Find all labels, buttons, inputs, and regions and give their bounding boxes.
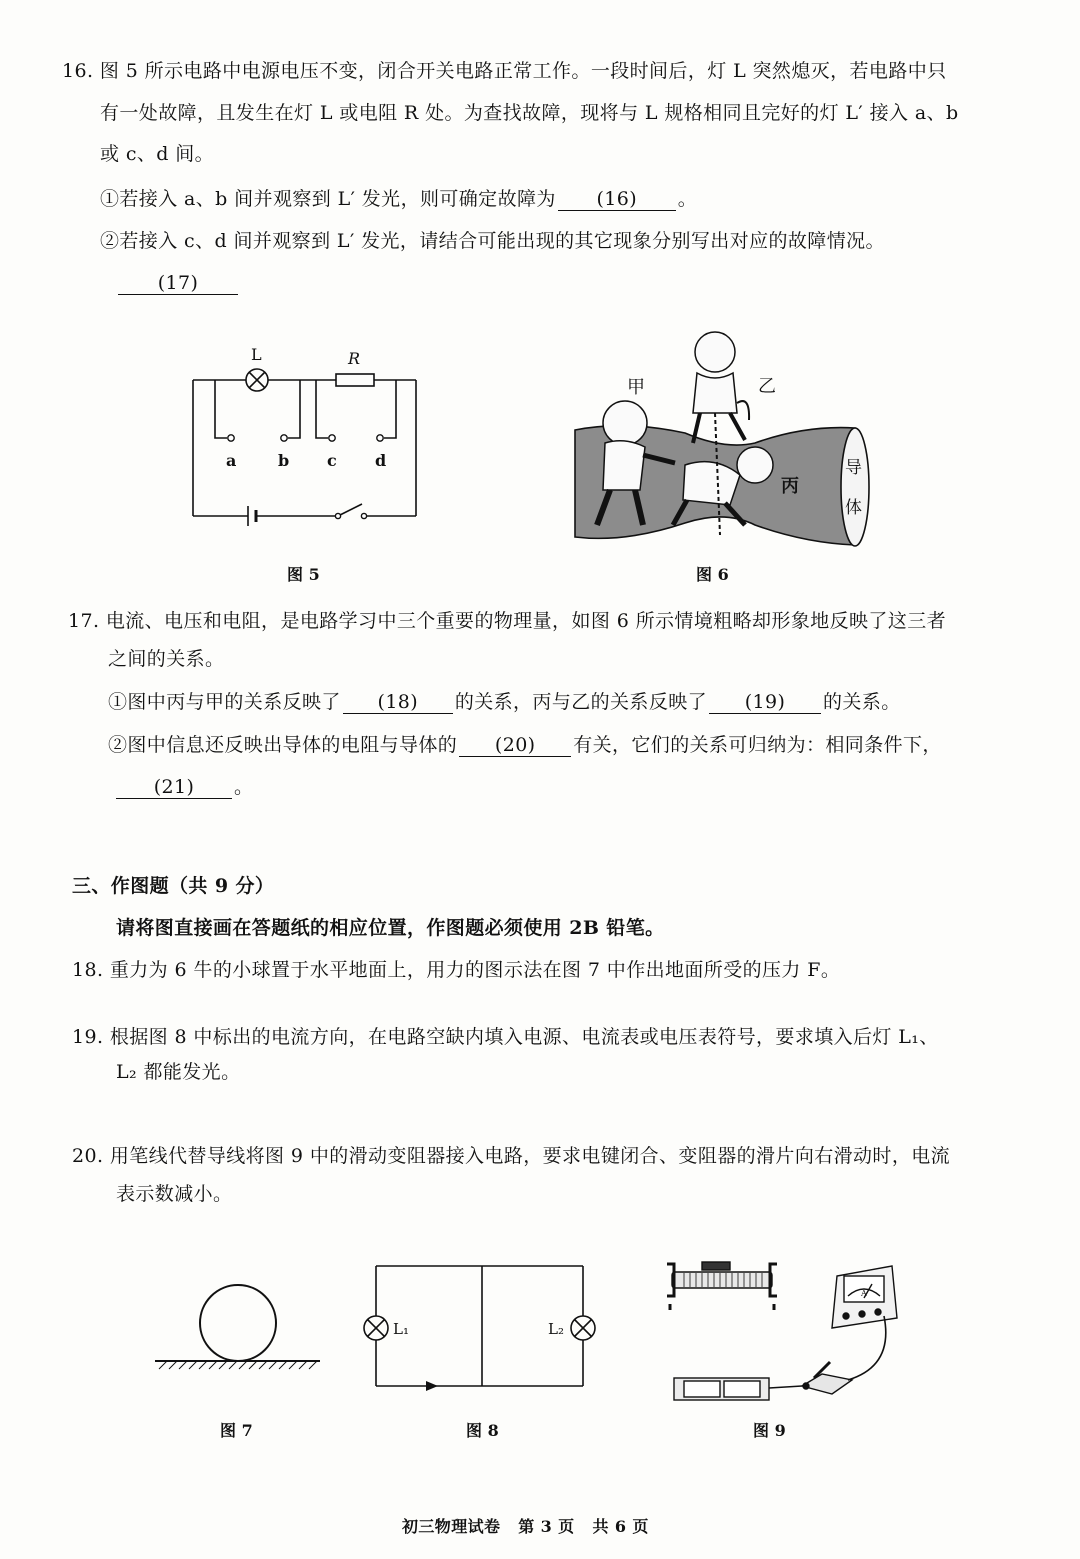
- q17-part-1-a: ①图中丙与甲的关系反映了: [108, 691, 341, 713]
- terminal-b: b: [278, 451, 290, 470]
- blank-17: (17): [118, 272, 238, 295]
- q16-part-2: ②若接入 c、d 间并观察到 L′ 发光，请结合可能出现的其它现象分别写出对应的故障情况。: [100, 230, 885, 252]
- q18-text: 18. 重力为 6 牛的小球置于水平地面上，用力的图示法在图 7 中作出地面所受的压力 F。: [72, 959, 841, 981]
- q17-part-2-b: 有关，它们的关系可归纳为：相同条件下，: [573, 734, 942, 756]
- q17-part-1-b: 的关系，丙与乙的关系反映了: [454, 691, 708, 713]
- q17-line-2: 之间的关系。: [108, 648, 225, 670]
- terminal-c: c: [327, 451, 337, 470]
- q16-blank-17-line: [116, 270, 240, 296]
- figure-7-ball: [155, 1283, 325, 1383]
- ball-shape: [200, 1285, 276, 1361]
- q17-line-1: 17. 电流、电压和电阻，是电路学习中三个重要的物理量，如图 6 所示情境粗略却形象地反映了这三者: [68, 610, 947, 632]
- terminal-a: a: [226, 451, 237, 470]
- current-arrow-icon: [426, 1381, 438, 1391]
- figure-6-caption: 图 6: [696, 565, 729, 584]
- figure-8-caption: 图 8: [466, 1421, 499, 1440]
- q16-line-2: 有一处故障，且发生在灯 L 或电阻 R 处。为查找故障，现将与 L 规格相同且完好的灯 L′ 接入 a、b: [100, 102, 959, 124]
- q17-part-2: [108, 732, 942, 758]
- blank-21: (21): [116, 776, 232, 799]
- label-yi: 乙: [758, 376, 776, 397]
- q16-line-1: 16. 图 5 所示电路中电源电压不变，闭合开关电路正常工作。一段时间后，灯 L 突然熄灭，若电路中只: [62, 60, 947, 82]
- q16-part-1: [100, 186, 697, 212]
- q17-part-1: [108, 689, 901, 715]
- figure-5-caption: 图 5: [287, 565, 320, 584]
- label-conductor-2: 体: [845, 498, 862, 518]
- q20-line-2: 表示数减小。: [116, 1183, 233, 1205]
- q17-blank-21-line: [114, 774, 253, 800]
- blank-20: (20): [459, 734, 571, 757]
- section-3-instruction: 请将图直接画在答题纸的相应位置，作图题必须使用 2B 铅笔。: [116, 917, 665, 939]
- q16-part-1-text: ①若接入 a、b 间并观察到 L′ 发光，则可确定故障为: [100, 188, 556, 210]
- label-bing: 丙: [781, 476, 799, 497]
- label-jia: 甲: [627, 377, 645, 398]
- ammeter-label: A: [861, 1289, 867, 1298]
- blank-16: (16): [558, 188, 676, 211]
- q16-line-3: 或 c、d 间。: [100, 143, 215, 165]
- label-l2: L₂: [548, 1320, 564, 1338]
- figure-5-circuit: [190, 340, 430, 520]
- terminal-d: d: [375, 451, 387, 470]
- q17-part-1-c: 的关系。: [823, 691, 901, 713]
- label-l1: L₁: [393, 1320, 409, 1338]
- q19-line-2: L₂ 都能发光。: [116, 1061, 241, 1083]
- blank-19: (19): [709, 691, 821, 714]
- figure-7-caption: 图 7: [220, 1421, 253, 1440]
- figure-8-circuit: [360, 1262, 600, 1392]
- switch-shape: [802, 1362, 852, 1394]
- q19-line-1: 19. 根据图 8 中标出的电流方向，在电路空缺内填入电源、电流表或电压表符号，要求填入后灯 L₁、: [72, 1026, 939, 1048]
- battery-shape: [674, 1378, 769, 1400]
- q17-part-2-end: 。: [234, 776, 254, 798]
- q17-part-2-a: ②图中信息还反映出导体的电阻与导体的: [108, 734, 458, 756]
- figure-6-illustration: [565, 325, 885, 555]
- figure-9-apparatus: [662, 1256, 912, 1406]
- q16-part-1-end: 。: [677, 188, 698, 210]
- resistor-r-symbol: [336, 374, 374, 386]
- rheostat-shape: [667, 1262, 777, 1310]
- lamp-label: L: [251, 345, 262, 364]
- q20-line-1: 20. 用笔线代替导线将图 9 中的滑动变阻器接入电路，要求电键闭合、变阻器的滑片向右滑动时，电流: [72, 1145, 951, 1167]
- section-3-title: 三、作图题（共 9 分）: [72, 875, 275, 897]
- page-footer: 初三物理试卷 第 3 页 共 6 页: [402, 1517, 649, 1536]
- blank-18: (18): [343, 691, 453, 714]
- resistor-label: R: [348, 349, 361, 368]
- figure-9-caption: 图 9: [753, 1421, 786, 1440]
- label-conductor-1: 导: [845, 458, 862, 478]
